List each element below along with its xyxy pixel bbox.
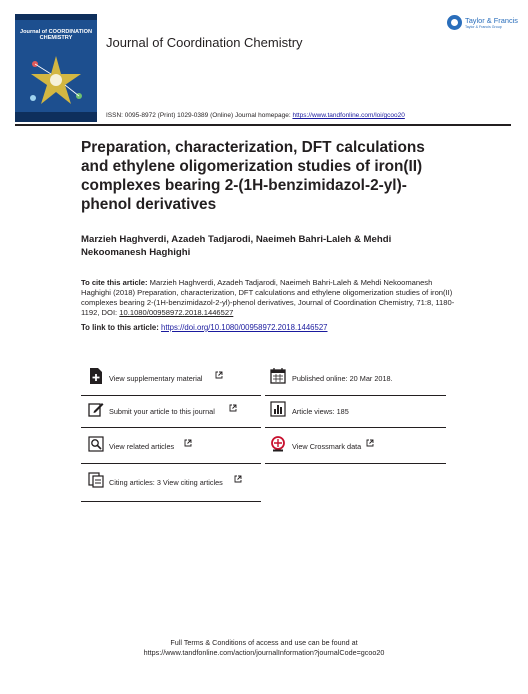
- issn-line: [106, 112, 405, 119]
- journal-cover-image: [15, 14, 97, 122]
- cite-text: Marzieh Haghverdi, Azadeh Tadjarodi, Naeimeh Bahri-Laleh & Mehdi Nekoomanesh Haghighi (2018) Preparation, characterization, DFT calculations and ethylene oligomerization studies of iron(II) complexes bearing 2-(1H-benzimidazol-2-yl)-phenol derivatives, Journal of Coordination Chemistry, 71:8, 1180-1192, DOI:: [81, 278, 455, 317]
- add-document-icon: [88, 368, 104, 384]
- footer-terms-link[interactable]: https://www.tandfonline.com/action/journalInformation?journalCode=gcoo20: [143, 648, 385, 657]
- bar-chart-icon: [270, 401, 286, 417]
- related-label: View related articles: [109, 442, 175, 451]
- article-link-line: [81, 323, 328, 332]
- header-divider: [15, 124, 511, 126]
- grid-divider: [81, 501, 261, 502]
- external-link-icon: [229, 404, 237, 412]
- citing-articles-icon: [88, 472, 104, 488]
- crossmark-link[interactable]: [265, 430, 446, 463]
- cover-molecule-graphic: [21, 52, 91, 110]
- published-label: Published online: 20 Mar 2018.: [292, 374, 393, 383]
- footer-terms-text: Full Terms & Conditions of access and use can be found at: [170, 638, 358, 647]
- crossmark-label: View Crossmark data: [292, 442, 362, 451]
- publisher-tagline: Taylor & Francis Group: [465, 25, 502, 29]
- article-doi-link[interactable]: https://doi.org/10.1080/00958972.2018.1446527: [161, 323, 328, 332]
- footer: [0, 638, 528, 658]
- related-articles-icon: [88, 436, 104, 452]
- journal-title: Journal of Coordination Chemistry: [106, 35, 303, 50]
- external-link-icon: [184, 439, 192, 447]
- publisher-logo-icon: [447, 15, 462, 30]
- citing-articles-link[interactable]: [81, 466, 261, 499]
- link-label: To link to this article:: [81, 323, 159, 332]
- cite-label: To cite this article:: [81, 278, 148, 287]
- cover-top-band: [15, 14, 97, 20]
- related-articles-link[interactable]: [81, 430, 261, 463]
- issn-text: ISSN: 0095-8972 (Print) 1029-0389 (Online) Journal homepage:: [106, 112, 291, 119]
- publisher-name: Taylor & Francis: [465, 16, 518, 25]
- cite-doi-link[interactable]: 10.1080/00958972.2018.1446527: [119, 308, 234, 317]
- publisher-logo: [447, 14, 517, 34]
- supplementary-material-link[interactable]: [81, 362, 261, 395]
- submit-article-link[interactable]: [81, 395, 261, 428]
- calendar-icon: [270, 368, 286, 384]
- external-link-icon: [215, 371, 223, 379]
- article-title: Preparation, characterization, DFT calculations and ethylene oligomerization studies of iron(II) complexes bearing 2-(1H-benzimidazol-2-yl)-phenol derivatives: [81, 139, 425, 213]
- views-label: Article views: 185: [292, 407, 349, 416]
- citation-block: [81, 278, 456, 318]
- crossmark-icon: [270, 436, 286, 452]
- submit-label: Submit your article to this journal: [109, 407, 215, 416]
- external-link-icon: [234, 475, 242, 483]
- citing-label: Citing articles: 3 View citing articles: [109, 478, 223, 487]
- edit-icon: [88, 401, 104, 417]
- external-link-icon: [366, 439, 374, 447]
- article-authors: Marzieh Haghverdi, Azadeh Tadjarodi, Naeimeh Bahri-Laleh & Mehdi Nekoomanesh Haghighi: [81, 234, 392, 258]
- grid-divider: [81, 463, 261, 464]
- journal-homepage-link[interactable]: https://www.tandfonline.com/loi/gcoo20: [292, 112, 405, 119]
- cover-journal-name: Journal of COORDINATION CHEMISTRY: [20, 29, 92, 42]
- cover-bottom-band: [15, 112, 97, 122]
- article-views-info: [265, 395, 446, 428]
- supplementary-label: View supplementary material: [109, 374, 203, 383]
- grid-divider: [265, 463, 446, 464]
- published-online-info: [265, 362, 446, 395]
